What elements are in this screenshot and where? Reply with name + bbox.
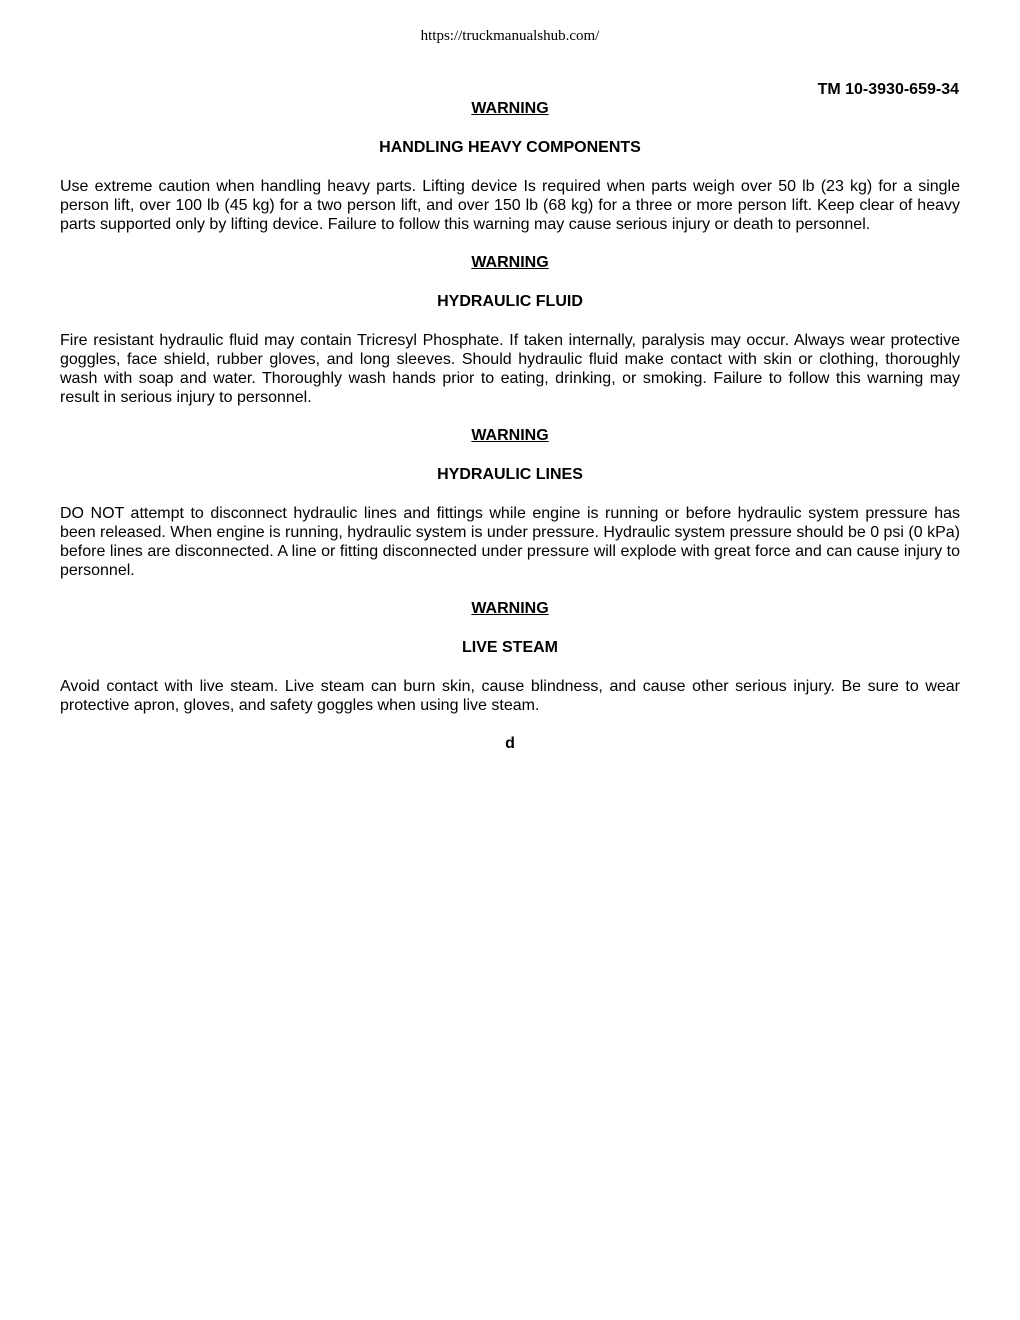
warning-section-hydraulic-lines <box>60 426 960 580</box>
warning-body: Use extreme caution when handling heavy parts. Lifting device Is required when parts weigh over 50 lb (23 kg) for a single person lift, over 100 lb (45 kg) for a two person lift, and over 150 lb (68 kg) for a three or more person lift. Keep clear of heavy parts supported only by lifting device. Failure to follow this warning may cause serious injury or death to personnel. <box>60 178 960 233</box>
document-number: TM 10-3930-659-34 <box>817 81 959 98</box>
warning-title: LIVE STEAM <box>461 639 558 656</box>
warning-label: WARNING <box>471 100 549 117</box>
warning-body: DO NOT attempt to disconnect hydraulic lines and fittings while engine is running or before hydraulic system pressure has been released. When engine is running, hydraulic system is under pressure. Hydraulic system pressure should be 0 psi (0 kPa) before lines are disconnected. A line or fitting disconnected under pressure will explode with great force and can cause injury to personnel. <box>60 505 960 579</box>
warning-label: WARNING <box>471 600 549 617</box>
warning-body: Fire resistant hydraulic fluid may contain Tricresyl Phosphate. If taken internally, paralysis may occur. Always wear protective goggles, face shield, rubber gloves, and long sleeves. Should hydraulic fluid make contact with skin or clothing, thoroughly wash with soap and water. Thoroughly wash hands prior to eating, drinking, or smoking. Failure to follow this warning may result in serious injury to personnel. <box>60 332 960 406</box>
warning-label: WARNING <box>471 427 549 444</box>
source-url: https://truckmanualshub.com/ <box>420 28 600 44</box>
page-letter: d <box>505 735 515 752</box>
warnings-content <box>60 99 960 753</box>
warning-body: Avoid contact with live steam. Live steam can burn skin, cause blindness, and cause other serious injury. Be sure to wear protective apron, gloves, and safety goggles when using live steam. <box>60 678 960 714</box>
warning-section-live-steam <box>60 599 960 715</box>
warning-title: HYDRAULIC FLUID <box>437 293 583 310</box>
warning-title: HYDRAULIC LINES <box>437 466 583 483</box>
warning-section-hydraulic-fluid <box>60 253 960 407</box>
warning-title: HANDLING HEAVY COMPONENTS <box>379 139 641 156</box>
warning-label: WARNING <box>471 254 549 271</box>
warning-section-heavy-components <box>60 99 960 234</box>
